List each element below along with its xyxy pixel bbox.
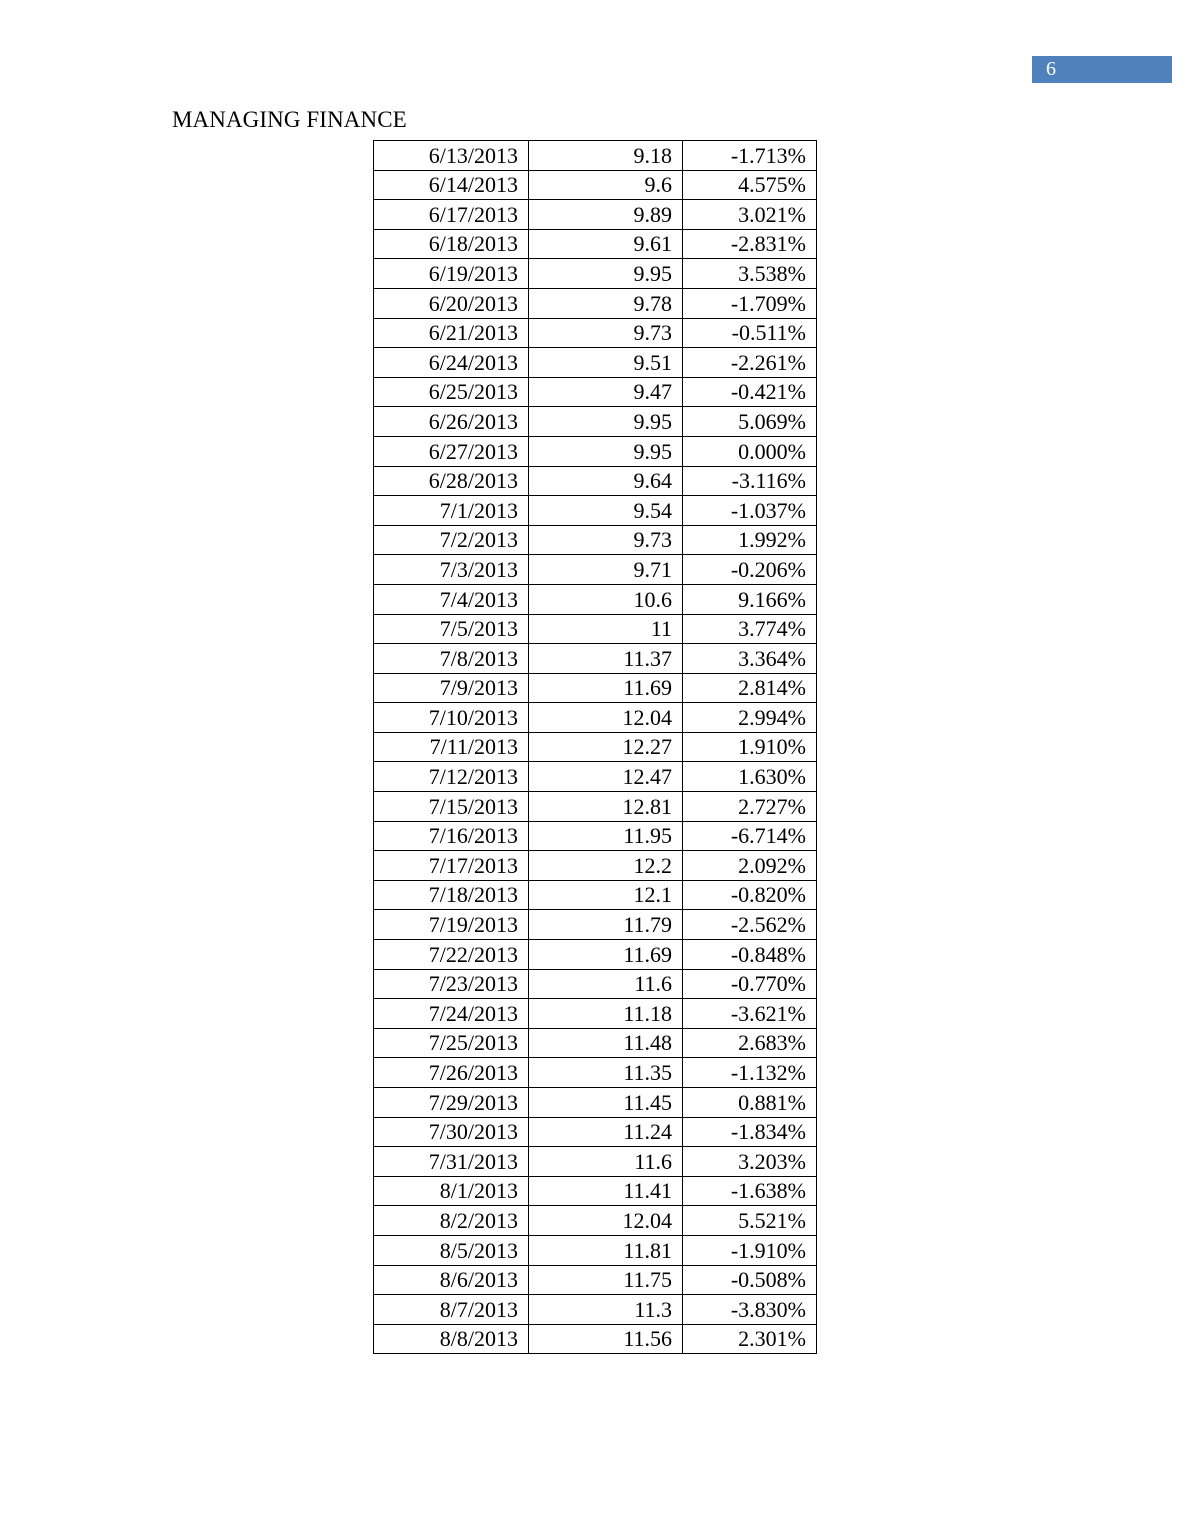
return-cell: 0.000%	[683, 436, 817, 466]
table-row	[374, 288, 817, 318]
return-cell: 3.538%	[683, 259, 817, 289]
return-cell: 2.683%	[683, 1028, 817, 1058]
date-cell: 7/5/2013	[374, 614, 529, 644]
price-cell: 9.73	[529, 525, 683, 555]
date-cell: 7/24/2013	[374, 999, 529, 1029]
price-cell: 9.54	[529, 496, 683, 526]
price-cell: 9.95	[529, 259, 683, 289]
return-cell: 9.166%	[683, 584, 817, 614]
price-cell: 11.79	[529, 910, 683, 940]
table-row	[374, 851, 817, 881]
return-cell: -1.834%	[683, 1117, 817, 1147]
return-cell: 1.630%	[683, 762, 817, 792]
date-cell: 7/17/2013	[374, 851, 529, 881]
table-row	[374, 644, 817, 674]
return-cell: 2.727%	[683, 792, 817, 822]
table-row	[374, 318, 817, 348]
date-cell: 7/16/2013	[374, 821, 529, 851]
date-cell: 8/1/2013	[374, 1176, 529, 1206]
date-cell: 7/18/2013	[374, 880, 529, 910]
table-row	[374, 732, 817, 762]
table-row	[374, 1088, 817, 1118]
price-cell: 10.6	[529, 584, 683, 614]
table-row	[374, 614, 817, 644]
table-row	[374, 229, 817, 259]
date-cell: 7/30/2013	[374, 1117, 529, 1147]
return-cell: 0.881%	[683, 1088, 817, 1118]
date-cell: 7/10/2013	[374, 703, 529, 733]
price-cell: 9.73	[529, 318, 683, 348]
date-cell: 8/2/2013	[374, 1206, 529, 1236]
date-cell: 8/7/2013	[374, 1295, 529, 1325]
table-row	[374, 821, 817, 851]
return-cell: 4.575%	[683, 170, 817, 200]
return-cell: -1.910%	[683, 1235, 817, 1265]
table-row	[374, 466, 817, 496]
date-cell: 6/19/2013	[374, 259, 529, 289]
price-cell: 9.71	[529, 555, 683, 585]
table-row	[374, 496, 817, 526]
return-cell: -6.714%	[683, 821, 817, 851]
return-cell: -3.830%	[683, 1295, 817, 1325]
return-cell: -3.621%	[683, 999, 817, 1029]
return-cell: -0.511%	[683, 318, 817, 348]
return-cell: -0.820%	[683, 880, 817, 910]
return-cell: 2.092%	[683, 851, 817, 881]
return-cell: -3.116%	[683, 466, 817, 496]
price-cell: 12.04	[529, 1206, 683, 1236]
date-cell: 6/25/2013	[374, 377, 529, 407]
table-row	[374, 584, 817, 614]
price-cell: 9.51	[529, 348, 683, 378]
date-cell: 7/8/2013	[374, 644, 529, 674]
page-number-badge	[1032, 56, 1172, 83]
date-cell: 7/15/2013	[374, 792, 529, 822]
date-cell: 7/9/2013	[374, 673, 529, 703]
table-row	[374, 525, 817, 555]
table-row	[374, 910, 817, 940]
return-cell: 1.910%	[683, 732, 817, 762]
date-cell: 6/27/2013	[374, 436, 529, 466]
table-body	[374, 141, 817, 1354]
table-row	[374, 1028, 817, 1058]
price-cell: 11.24	[529, 1117, 683, 1147]
price-cell: 11.35	[529, 1058, 683, 1088]
date-cell: 8/6/2013	[374, 1265, 529, 1295]
price-cell: 11.18	[529, 999, 683, 1029]
table-row	[374, 555, 817, 585]
price-cell: 11.69	[529, 673, 683, 703]
return-cell: -0.206%	[683, 555, 817, 585]
table-row	[374, 1117, 817, 1147]
date-cell: 7/26/2013	[374, 1058, 529, 1088]
return-cell: -2.261%	[683, 348, 817, 378]
price-cell: 11.56	[529, 1324, 683, 1354]
table-row	[374, 170, 817, 200]
price-cell: 9.78	[529, 288, 683, 318]
price-cell: 12.04	[529, 703, 683, 733]
price-cell: 9.18	[529, 141, 683, 171]
table-row	[374, 792, 817, 822]
date-cell: 7/3/2013	[374, 555, 529, 585]
date-cell: 6/13/2013	[374, 141, 529, 171]
price-cell: 9.89	[529, 200, 683, 230]
price-cell: 11.75	[529, 1265, 683, 1295]
price-cell: 9.61	[529, 229, 683, 259]
date-cell: 8/8/2013	[374, 1324, 529, 1354]
price-cell: 11.81	[529, 1235, 683, 1265]
price-cell: 11.45	[529, 1088, 683, 1118]
date-cell: 6/17/2013	[374, 200, 529, 230]
table-row	[374, 1176, 817, 1206]
return-cell: -1.132%	[683, 1058, 817, 1088]
date-cell: 6/14/2013	[374, 170, 529, 200]
date-cell: 6/20/2013	[374, 288, 529, 318]
return-cell: 2.994%	[683, 703, 817, 733]
table-row	[374, 377, 817, 407]
return-cell: 3.203%	[683, 1147, 817, 1177]
table-row	[374, 407, 817, 437]
date-cell: 7/11/2013	[374, 732, 529, 762]
date-cell: 8/5/2013	[374, 1235, 529, 1265]
date-cell: 7/1/2013	[374, 496, 529, 526]
price-cell: 12.47	[529, 762, 683, 792]
return-cell: 1.992%	[683, 525, 817, 555]
date-cell: 6/28/2013	[374, 466, 529, 496]
table-row	[374, 999, 817, 1029]
return-cell: 3.364%	[683, 644, 817, 674]
return-cell: -1.638%	[683, 1176, 817, 1206]
table-row	[374, 259, 817, 289]
date-cell: 7/22/2013	[374, 940, 529, 970]
return-cell: -0.508%	[683, 1265, 817, 1295]
table-row	[374, 1265, 817, 1295]
return-cell: -1.713%	[683, 141, 817, 171]
table-row	[374, 436, 817, 466]
date-cell: 6/26/2013	[374, 407, 529, 437]
date-cell: 7/12/2013	[374, 762, 529, 792]
return-cell: 3.021%	[683, 200, 817, 230]
price-cell: 11.48	[529, 1028, 683, 1058]
return-cell: 5.069%	[683, 407, 817, 437]
return-cell: -1.709%	[683, 288, 817, 318]
date-cell: 7/29/2013	[374, 1088, 529, 1118]
running-head: MANAGING FINANCE	[172, 107, 407, 132]
price-cell: 12.2	[529, 851, 683, 881]
page-number: 6	[1046, 58, 1056, 80]
table-row	[374, 1235, 817, 1265]
table-row	[374, 940, 817, 970]
date-cell: 6/18/2013	[374, 229, 529, 259]
return-cell: 2.301%	[683, 1324, 817, 1354]
price-cell: 11.6	[529, 1147, 683, 1177]
date-cell: 7/19/2013	[374, 910, 529, 940]
table-row	[374, 703, 817, 733]
table-row	[374, 880, 817, 910]
table-row	[374, 762, 817, 792]
table-row	[374, 673, 817, 703]
price-cell: 9.6	[529, 170, 683, 200]
date-cell: 7/31/2013	[374, 1147, 529, 1177]
price-cell: 12.1	[529, 880, 683, 910]
table-row	[374, 1324, 817, 1354]
return-cell: -0.770%	[683, 969, 817, 999]
price-cell: 9.64	[529, 466, 683, 496]
return-cell: -2.562%	[683, 910, 817, 940]
price-cell: 9.95	[529, 407, 683, 437]
price-cell: 9.47	[529, 377, 683, 407]
table-row	[374, 1147, 817, 1177]
table-row	[374, 1058, 817, 1088]
return-cell: -0.421%	[683, 377, 817, 407]
return-cell: 2.814%	[683, 673, 817, 703]
date-cell: 7/25/2013	[374, 1028, 529, 1058]
price-cell: 11.95	[529, 821, 683, 851]
table-row	[374, 1206, 817, 1236]
date-cell: 7/23/2013	[374, 969, 529, 999]
table-row	[374, 969, 817, 999]
price-cell: 11	[529, 614, 683, 644]
table-row	[374, 1295, 817, 1325]
table-row	[374, 141, 817, 171]
return-cell: -2.831%	[683, 229, 817, 259]
date-cell: 6/24/2013	[374, 348, 529, 378]
price-cell: 11.41	[529, 1176, 683, 1206]
price-cell: 11.37	[529, 644, 683, 674]
date-cell: 7/4/2013	[374, 584, 529, 614]
price-cell: 9.95	[529, 436, 683, 466]
price-returns-table	[373, 140, 817, 1354]
price-cell: 12.81	[529, 792, 683, 822]
price-cell: 11.6	[529, 969, 683, 999]
return-cell: 3.774%	[683, 614, 817, 644]
date-cell: 7/2/2013	[374, 525, 529, 555]
return-cell: 5.521%	[683, 1206, 817, 1236]
price-cell: 11.69	[529, 940, 683, 970]
date-cell: 6/21/2013	[374, 318, 529, 348]
price-cell: 11.3	[529, 1295, 683, 1325]
price-cell: 12.27	[529, 732, 683, 762]
table-row	[374, 200, 817, 230]
table-row	[374, 348, 817, 378]
return-cell: -0.848%	[683, 940, 817, 970]
return-cell: -1.037%	[683, 496, 817, 526]
